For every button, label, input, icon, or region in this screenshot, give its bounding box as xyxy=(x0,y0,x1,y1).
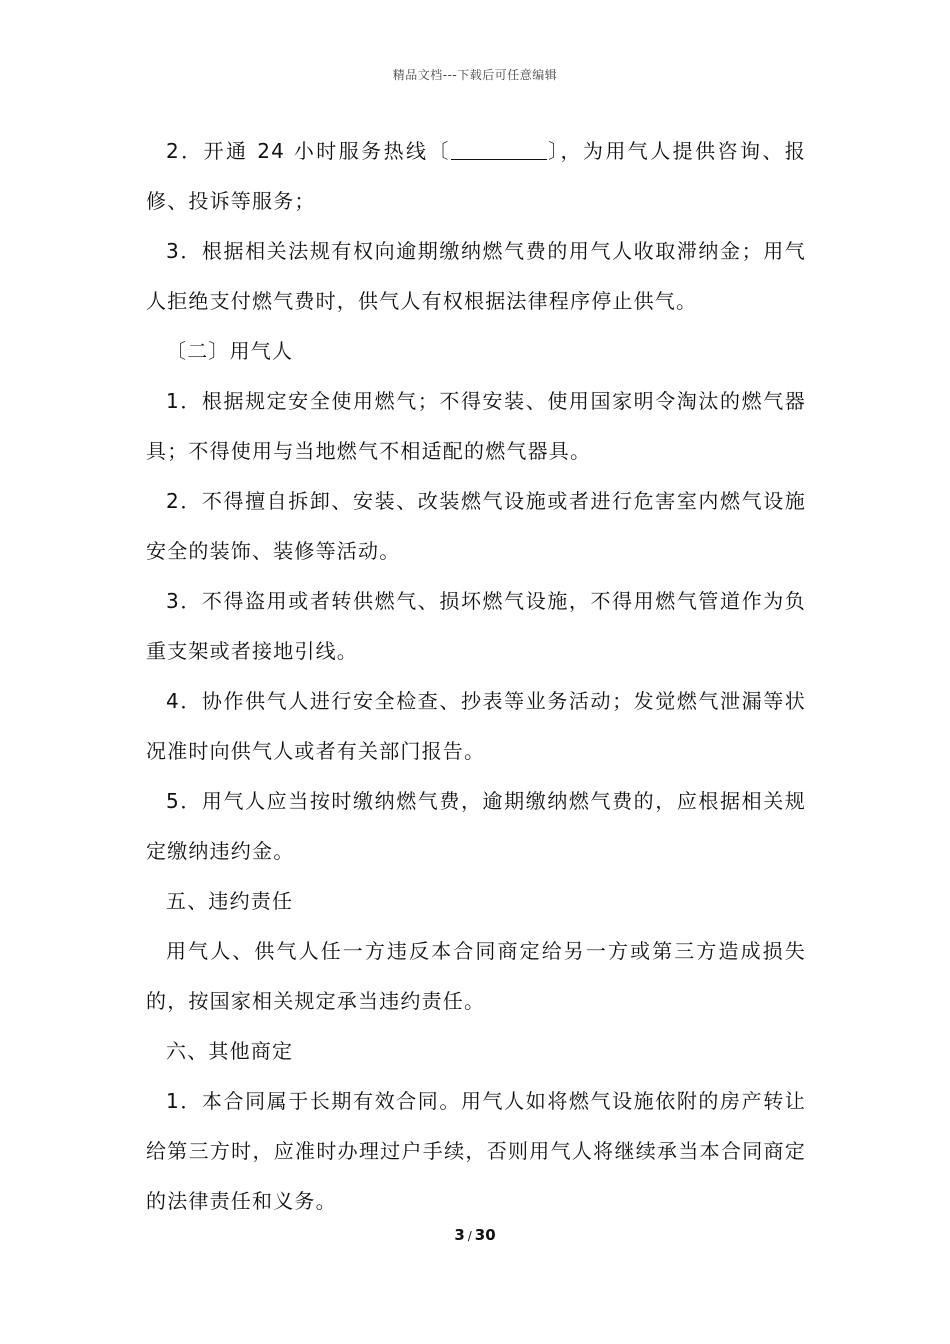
total-pages: 30 xyxy=(474,1226,496,1244)
section-heading-other-terms: 六、其他商定 xyxy=(166,1039,294,1063)
paragraph-cooperate-inspection: 4．协作供气人进行安全检查、抄表等业务活动；发觉燃气泄漏等状况准时向供气人或者有关部门报告。 xyxy=(146,689,806,763)
hotline-text-after: 〕，为用气人提供咨询、报修、投诉等服务； xyxy=(146,139,806,213)
section-heading-gas-user: 〔二〕用气人 xyxy=(166,339,294,363)
paragraph-pay-on-time: 5．用气人应当按时缴纳燃气费，逾期缴纳燃气费的，应根据相关规定缴纳违约金。 xyxy=(146,789,806,863)
paragraph-late-fee: 3．根据相关法规有权向逾期缴纳燃气费的用气人收取滞纳金；用气人拒绝支付燃气费时，供气人有权根据法律程序停止供气。 xyxy=(146,239,806,313)
paragraph-long-term-contract: 1．本合同属于长期有效合同。用气人如将燃气设施依附的房产转让给第三方时，应准时办理过户手续，否则用气人将继续承当本合同商定的法律责任和义务。 xyxy=(146,1089,806,1213)
section-heading-liability: 五、违约责任 xyxy=(166,889,294,913)
document-body xyxy=(146,126,806,1226)
paragraph-safe-use: 1．根据规定安全使用燃气；不得安装、使用国家明令淘汰的燃气器具；不得使用与当地燃气不相适配的燃气器具。 xyxy=(146,389,806,463)
paragraph-no-theft: 3．不得盗用或者转供燃气、损坏燃气设施，不得用燃气管道作为负重支架或者接地引线。 xyxy=(146,589,806,663)
hotline-number-blank xyxy=(451,137,547,160)
page-header: 精品文档---下载后可任意编辑 xyxy=(392,68,558,82)
page-number xyxy=(0,1226,950,1244)
page-separator: / xyxy=(467,1229,472,1243)
paragraph-hotline xyxy=(146,126,806,226)
paragraph-no-modification: 2．不得擅自拆卸、安装、改装燃气设施或者进行危害室内燃气设施安全的装饰、装修等活动。 xyxy=(146,489,806,563)
paragraph-liability: 用气人、供气人任一方违反本合同商定给另一方或第三方造成损失的，按国家相关规定承当违约责任。 xyxy=(146,939,806,1013)
current-page: 3 xyxy=(454,1226,465,1244)
hotline-text-before: 2．开通 24 小时服务热线〔 xyxy=(166,139,451,163)
